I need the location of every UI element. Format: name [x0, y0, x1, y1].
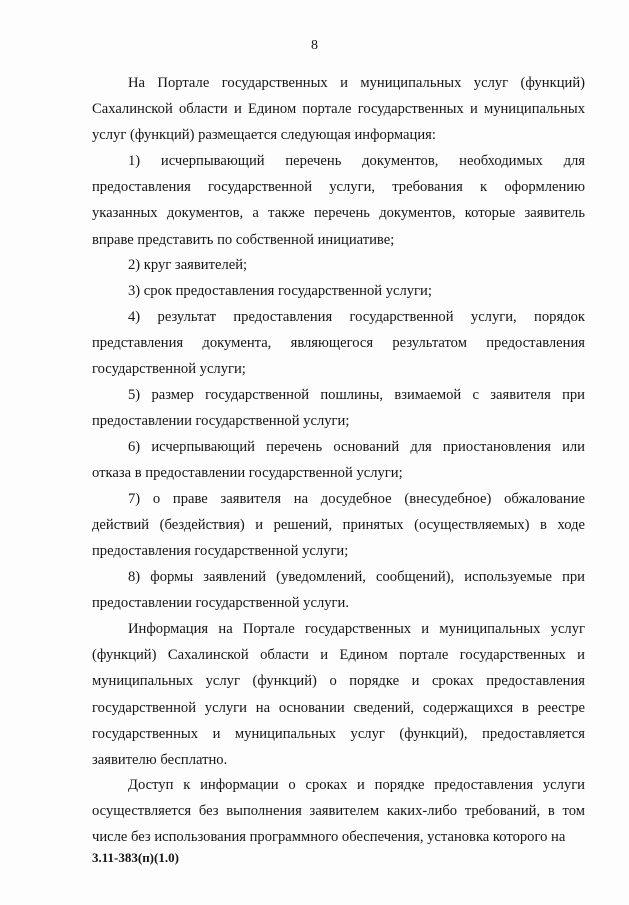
text-line: 4) результат предоставления государственной услуги, порядок [128, 309, 585, 325]
text-line: государственной услуги на основании сведений, содержащихся в реестре [92, 699, 585, 716]
text-line: (функций) Сахалинской области и Едином портале государственных и [92, 647, 585, 664]
text-line: государственных и муниципальных услуг (функций), предоставляется [92, 725, 585, 742]
text-line: отказа в предоставлении государственной услуги; [92, 465, 403, 482]
text-line: предоставления государственной услуги; [92, 543, 349, 560]
paragraph [92, 252, 585, 278]
document-code: 3.11-383(п)(1.0) [92, 850, 179, 865]
paragraph [92, 278, 585, 304]
paragraph [92, 148, 585, 253]
text-line: действий (бездействия) и решений, принятых (осуществляемых) в ходе [92, 517, 585, 534]
text-line: 2) круг заявителей; [128, 257, 248, 273]
paragraph [92, 70, 585, 149]
text-line: осуществляется без выполнения заявителем каких-либо требований, в том [92, 803, 585, 820]
text-line: предоставления государственной услуги, требования к оформлению [92, 179, 585, 196]
text-line: предоставлении государственной услуги; [92, 413, 350, 430]
text-line: указанных документов, а также перечень документов, которые заявитель [92, 205, 585, 222]
paragraph [92, 382, 585, 434]
text-line: Доступ к информации о сроках и порядке предоставления услуги [128, 777, 585, 793]
paragraph [92, 772, 585, 851]
text-line: вправе представить по собственной инициативе; [92, 231, 395, 248]
text-line: 7) о праве заявителя на досудебное (внесудебное) обжалование [128, 491, 585, 507]
text-line: 1) исчерпывающий перечень документов, необходимых для [128, 153, 585, 169]
paragraph [92, 616, 585, 773]
text-line: заявителю бесплатно. [92, 752, 228, 769]
text-line: муниципальных услуг (функций) о порядке и сроках предоставления [92, 673, 585, 690]
text-line: 5) размер государственной пошлины, взимаемой с заявителя при [128, 387, 585, 403]
paragraph [92, 304, 585, 383]
text-line: Информация на Портале государственных и муниципальных услуг [128, 621, 585, 637]
paragraph [92, 486, 585, 565]
paragraph [92, 564, 585, 616]
text-line: На Портале государственных и муниципальных услуг (функций) [128, 75, 585, 91]
text-line: 6) исчерпывающий перечень оснований для приостановления или [128, 439, 585, 455]
page-number: 8 [311, 38, 318, 53]
text-line: государственной услуги; [92, 361, 246, 378]
text-line: числе без использования программного обеспечения, установка которого на [92, 829, 566, 846]
text-line: предоставлении государственной услуги. [92, 595, 349, 612]
text-line: представления документа, являющегося результатом предоставления [92, 335, 585, 352]
paragraph [92, 434, 585, 486]
text-line: 3) срок предоставления государственной услуги; [128, 283, 432, 299]
text-line: 8) формы заявлений (уведомлений, сообщений), используемые при [128, 569, 585, 585]
text-line: Сахалинской области и Едином портале государственных и муниципальных [92, 101, 585, 118]
text-line: услуг (функций) размещается следующая информация: [92, 127, 436, 144]
